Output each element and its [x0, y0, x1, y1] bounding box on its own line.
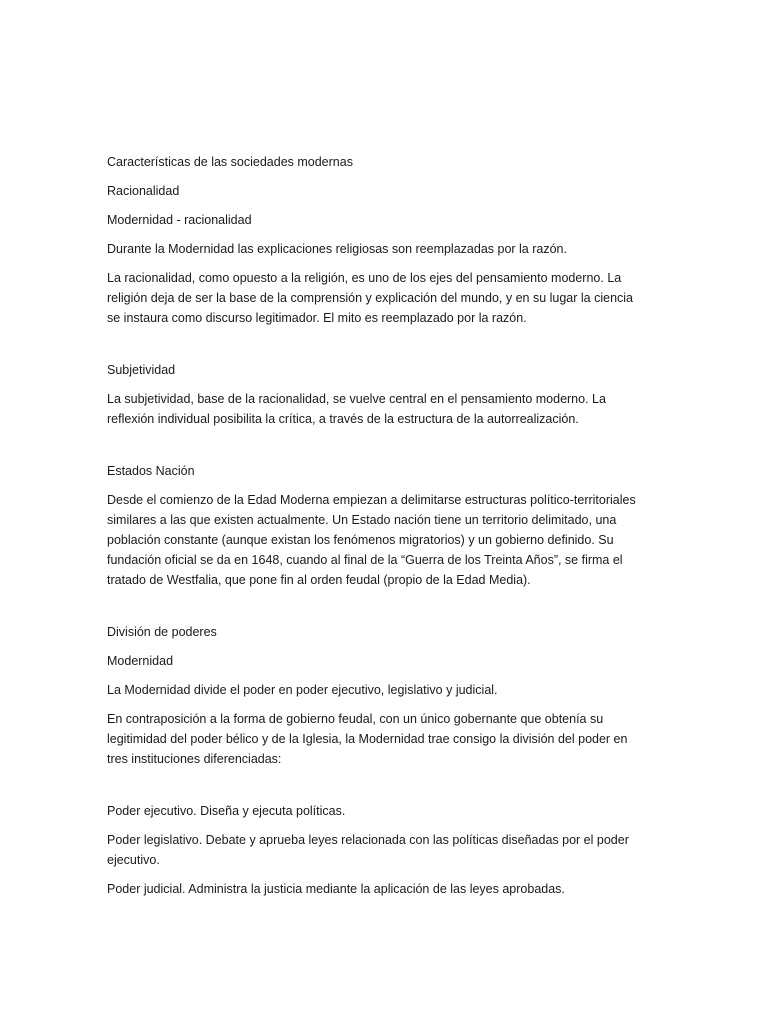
poder-judicial-item: Poder judicial. Administra la justicia mediante la aplicación de las leyes aprobadas. — [107, 882, 565, 896]
division-poderes-paragraph-2: En contraposición a la forma de gobierno feudal, con un único gobernante que obtenía su legitimidad del poder bélico y de la Iglesia, la Modernidad trae consigo la división del poder en tres instituciones diferenciadas: — [107, 712, 628, 766]
subjetividad-paragraph-1: La subjetividad, base de la racionalidad, se vuelve central en el pensamiento moderno. La reflexión individual posibilita la crítica, a través de la estructura de la autorrealización. — [107, 392, 606, 426]
division-poderes-subheading: Modernidad — [107, 654, 174, 668]
division-poderes-paragraph-1: La Modernidad divide el poder en poder ejecutivo, legislativo y judicial. — [107, 683, 498, 697]
racionalidad-subheading: Modernidad - racionalidad — [107, 213, 252, 227]
poder-legislativo-item: Poder legislativo. Debate y aprueba leyes relacionada con las políticas diseñadas por el poder ejecutivo. — [107, 833, 629, 867]
spacer — [107, 778, 637, 801]
document-page — [107, 152, 637, 908]
estados-nacion-heading: Estados Nación — [107, 464, 195, 478]
poder-ejecutivo-item: Poder ejecutivo. Diseña y ejecuta políticas. — [107, 804, 346, 818]
racionalidad-paragraph-1: Durante la Modernidad las explicaciones religiosas son reemplazadas por la razón. — [107, 242, 567, 256]
subjetividad-heading: Subjetividad — [107, 363, 176, 377]
estados-nacion-paragraph-1: Desde el comienzo de la Edad Moderna empiezan a delimitarse estructuras político-territoriales similares a las que existen actualmente. Un Estado nación tiene un territorio delimitado, una población constante (aunque existan los fenómenos migratorios) y un gobierno definido. Su fundación oficial se da en 1648, cuando al final de la “Guerra de los Treinta Años”, se firma el tratado de Westfalia, que pone fin al orden feudal (propio de la Edad Media). — [107, 493, 636, 587]
spacer — [107, 337, 637, 360]
racionalidad-paragraph-2: La racionalidad, como opuesto a la religión, es uno de los ejes del pensamiento moderno. La religión deja de ser la base de la comprensión y explicación del mundo, y en su lugar la ciencia se instaura como discurso legitimador. El mito es reemplazado por la razón. — [107, 271, 634, 325]
spacer — [107, 599, 637, 622]
document-title: Características de las sociedades modernas — [107, 155, 353, 169]
racionalidad-heading: Racionalidad — [107, 184, 180, 198]
division-poderes-heading: División de poderes — [107, 625, 217, 639]
spacer — [107, 438, 637, 461]
